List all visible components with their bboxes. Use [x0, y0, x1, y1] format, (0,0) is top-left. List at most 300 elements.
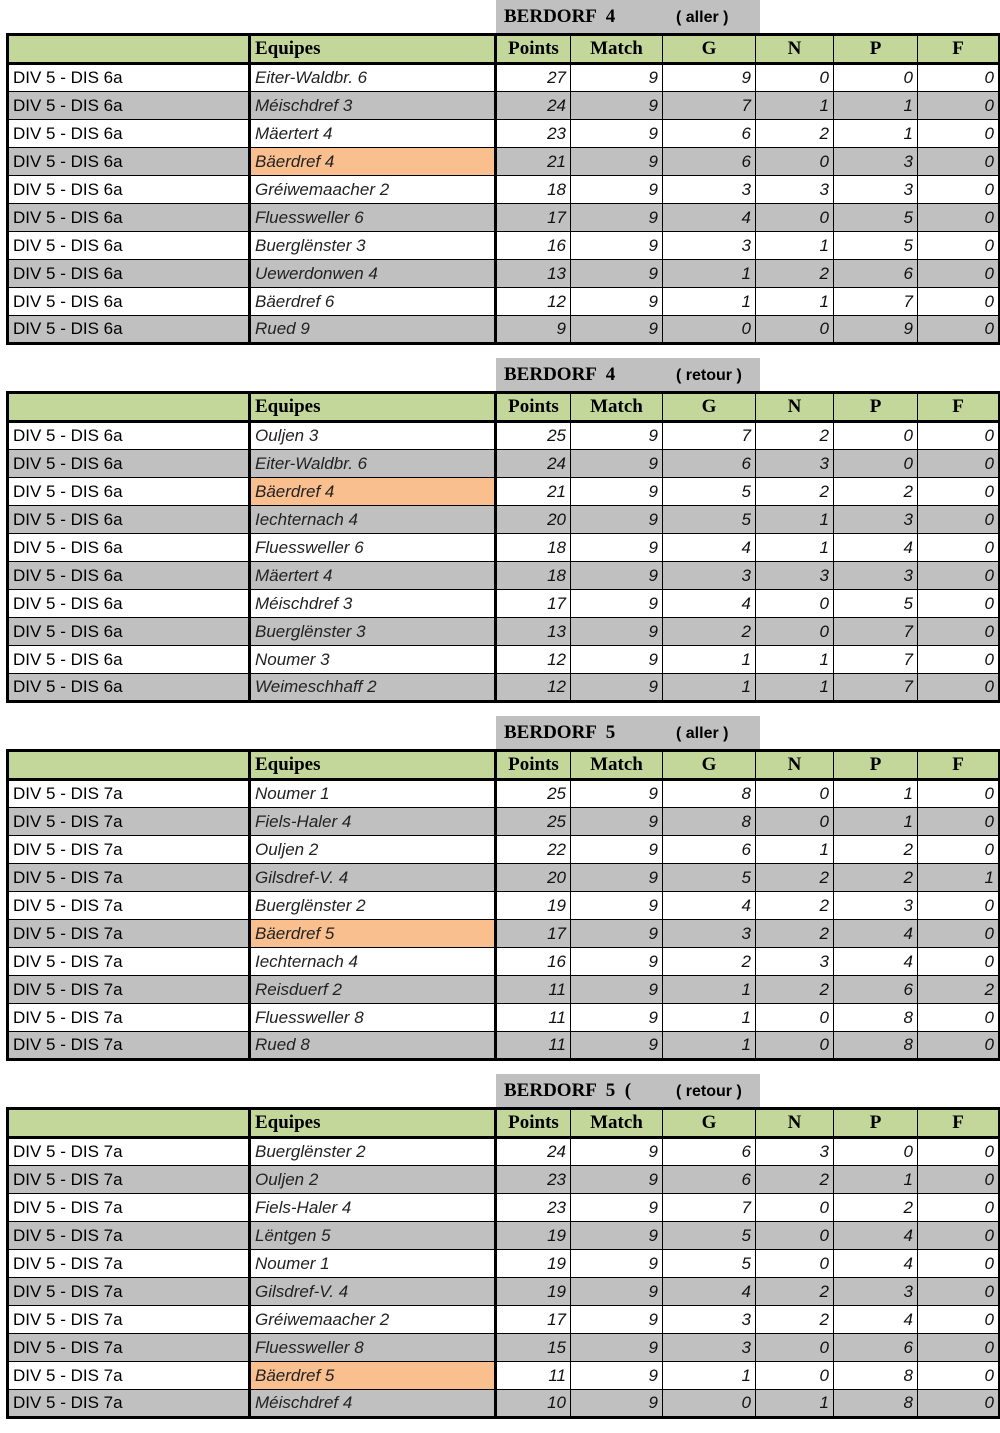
draws-cell: 3: [756, 450, 834, 478]
forfeit-cell: 0: [918, 1278, 1000, 1306]
team-name-cell: Weimeschhaff 2: [250, 674, 496, 702]
match-cell: 9: [571, 232, 663, 260]
forfeit-cell: 0: [918, 422, 1000, 450]
draws-cell: 0: [756, 1362, 834, 1390]
division-cell: DIV 5 - DIS 6a: [8, 506, 250, 534]
table-row: [8, 260, 1000, 288]
points-cell: 16: [496, 948, 571, 976]
team-name-cell: Fiels-Haler 4: [250, 808, 496, 836]
losses-cell: 1: [834, 92, 918, 120]
table-title: BERDORF 4: [504, 6, 616, 27]
wins-cell: 1: [663, 1004, 756, 1032]
draws-cell: 0: [756, 618, 834, 646]
table-row: [8, 64, 1000, 92]
draws-cell: 2: [756, 120, 834, 148]
points-cell: 23: [496, 1194, 571, 1222]
division-cell: DIV 5 - DIS 7a: [8, 1222, 250, 1250]
draws-cell: 2: [756, 1278, 834, 1306]
points-cell: 25: [496, 808, 571, 836]
table-row: [8, 232, 1000, 260]
losses-cell: 4: [834, 534, 918, 562]
table-row: [8, 618, 1000, 646]
division-cell: DIV 5 - DIS 6a: [8, 478, 250, 506]
forfeit-cell: 0: [918, 1362, 1000, 1390]
points-cell: 21: [496, 148, 571, 176]
draws-cell: 1: [756, 288, 834, 316]
forfeit-cell: 2: [918, 976, 1000, 1004]
team-name-cell: Méischdref 3: [250, 590, 496, 618]
division-cell: DIV 5 - DIS 7a: [8, 864, 250, 892]
team-name-cell: Noumer 3: [250, 646, 496, 674]
draws-cell: 2: [756, 478, 834, 506]
division-cell: DIV 5 - DIS 7a: [8, 976, 250, 1004]
forfeit-cell: 0: [918, 92, 1000, 120]
points-cell: 21: [496, 478, 571, 506]
table-subtitle: ( retour ): [676, 1083, 742, 1100]
draws-cell: 0: [756, 1222, 834, 1250]
team-name-cell: Fluessweller 6: [250, 534, 496, 562]
draws-cell: 0: [756, 780, 834, 808]
points-cell: 24: [496, 450, 571, 478]
points-cell: 24: [496, 92, 571, 120]
header-g: G: [663, 35, 756, 64]
table-row: [8, 316, 1000, 344]
match-cell: 9: [571, 780, 663, 808]
match-cell: 9: [571, 618, 663, 646]
match-cell: 9: [571, 92, 663, 120]
losses-cell: 8: [834, 1390, 918, 1418]
match-cell: 9: [571, 450, 663, 478]
division-cell: DIV 5 - DIS 6a: [8, 176, 250, 204]
division-cell: DIV 5 - DIS 6a: [8, 618, 250, 646]
team-name-cell: Noumer 1: [250, 1250, 496, 1278]
match-cell: 9: [571, 808, 663, 836]
header-points: Points: [496, 35, 571, 64]
table-row: [8, 808, 1000, 836]
draws-cell: 0: [756, 590, 834, 618]
wins-cell: 7: [663, 1194, 756, 1222]
match-cell: 9: [571, 1362, 663, 1390]
losses-cell: 5: [834, 232, 918, 260]
losses-cell: 4: [834, 1222, 918, 1250]
wins-cell: 1: [663, 976, 756, 1004]
losses-cell: 4: [834, 1250, 918, 1278]
wins-cell: 6: [663, 1166, 756, 1194]
wins-cell: 2: [663, 618, 756, 646]
header-n: N: [756, 393, 834, 422]
losses-cell: 7: [834, 646, 918, 674]
match-cell: 9: [571, 864, 663, 892]
header-equipes: Equipes: [250, 35, 496, 64]
losses-cell: 3: [834, 176, 918, 204]
match-cell: 9: [571, 836, 663, 864]
points-cell: 22: [496, 836, 571, 864]
match-cell: 9: [571, 422, 663, 450]
points-cell: 19: [496, 1250, 571, 1278]
wins-cell: 1: [663, 1362, 756, 1390]
forfeit-cell: 0: [918, 1222, 1000, 1250]
header-row: [8, 1109, 1000, 1138]
table-row: [8, 148, 1000, 176]
division-cell: DIV 5 - DIS 7a: [8, 1166, 250, 1194]
header-f: F: [918, 1109, 1000, 1138]
table-row: [8, 450, 1000, 478]
points-cell: 17: [496, 920, 571, 948]
team-name-cell: Eiter-Waldbr. 6: [250, 64, 496, 92]
division-cell: DIV 5 - DIS 6a: [8, 450, 250, 478]
division-cell: DIV 5 - DIS 7a: [8, 920, 250, 948]
match-cell: 9: [571, 1032, 663, 1060]
team-name-cell: Mäertert 4: [250, 120, 496, 148]
wins-cell: 1: [663, 674, 756, 702]
match-cell: 9: [571, 920, 663, 948]
division-cell: DIV 5 - DIS 6a: [8, 260, 250, 288]
division-cell: DIV 5 - DIS 7a: [8, 808, 250, 836]
draws-cell: 2: [756, 422, 834, 450]
match-cell: 9: [571, 120, 663, 148]
table-row: [8, 534, 1000, 562]
losses-cell: 2: [834, 1194, 918, 1222]
header-row: [8, 35, 1000, 64]
draws-cell: 2: [756, 260, 834, 288]
losses-cell: 7: [834, 288, 918, 316]
draws-cell: 1: [756, 836, 834, 864]
losses-cell: 1: [834, 780, 918, 808]
table-row: [8, 562, 1000, 590]
points-cell: 19: [496, 892, 571, 920]
team-name-cell: Ouljen 2: [250, 1166, 496, 1194]
draws-cell: 1: [756, 646, 834, 674]
losses-cell: 0: [834, 422, 918, 450]
draws-cell: 1: [756, 92, 834, 120]
draws-cell: 1: [756, 674, 834, 702]
division-cell: DIV 5 - DIS 7a: [8, 948, 250, 976]
wins-cell: 0: [663, 1390, 756, 1418]
match-cell: 9: [571, 1194, 663, 1222]
header-div: [8, 393, 250, 422]
table-row: [8, 1032, 1000, 1060]
losses-cell: 4: [834, 948, 918, 976]
losses-cell: 3: [834, 562, 918, 590]
points-cell: 12: [496, 288, 571, 316]
division-cell: DIV 5 - DIS 6a: [8, 562, 250, 590]
match-cell: 9: [571, 1004, 663, 1032]
forfeit-cell: 0: [918, 478, 1000, 506]
team-name-cell: Ouljen 3: [250, 422, 496, 450]
losses-cell: 2: [834, 864, 918, 892]
losses-cell: 1: [834, 1166, 918, 1194]
match-cell: 9: [571, 1278, 663, 1306]
forfeit-cell: 0: [918, 1138, 1000, 1166]
match-cell: 9: [571, 1250, 663, 1278]
match-cell: 9: [571, 288, 663, 316]
table-row: [8, 1334, 1000, 1362]
header-points: Points: [496, 393, 571, 422]
division-cell: DIV 5 - DIS 6a: [8, 590, 250, 618]
header-n: N: [756, 35, 834, 64]
division-cell: DIV 5 - DIS 7a: [8, 1004, 250, 1032]
losses-cell: 3: [834, 148, 918, 176]
match-cell: 9: [571, 260, 663, 288]
table-row: [8, 120, 1000, 148]
points-cell: 24: [496, 1138, 571, 1166]
points-cell: 20: [496, 864, 571, 892]
standings-table: [6, 1107, 1000, 1419]
table-subtitle: ( retour ): [676, 367, 742, 384]
forfeit-cell: 0: [918, 316, 1000, 344]
match-cell: 9: [571, 976, 663, 1004]
points-cell: 19: [496, 1222, 571, 1250]
losses-cell: 8: [834, 1032, 918, 1060]
header-p: P: [834, 751, 918, 780]
header-g: G: [663, 1109, 756, 1138]
points-cell: 18: [496, 562, 571, 590]
table-row: [8, 1194, 1000, 1222]
wins-cell: 6: [663, 450, 756, 478]
match-cell: 9: [571, 1334, 663, 1362]
team-name-cell: Eiter-Waldbr. 6: [250, 450, 496, 478]
table-row: [8, 1250, 1000, 1278]
header-row: [8, 751, 1000, 780]
wins-cell: 1: [663, 288, 756, 316]
table-row: [8, 1390, 1000, 1418]
forfeit-cell: 0: [918, 646, 1000, 674]
team-name-cell: Méischdref 4: [250, 1390, 496, 1418]
points-cell: 17: [496, 1306, 571, 1334]
wins-cell: 3: [663, 562, 756, 590]
losses-cell: 5: [834, 590, 918, 618]
division-cell: DIV 5 - DIS 6a: [8, 148, 250, 176]
header-f: F: [918, 35, 1000, 64]
team-name-cell: Reisduerf 2: [250, 976, 496, 1004]
header-match: Match: [571, 1109, 663, 1138]
wins-cell: 4: [663, 534, 756, 562]
header-match: Match: [571, 393, 663, 422]
team-name-cell: Buerglënster 3: [250, 618, 496, 646]
team-name-cell: Uewerdonwen 4: [250, 260, 496, 288]
forfeit-cell: 0: [918, 1334, 1000, 1362]
wins-cell: 4: [663, 1278, 756, 1306]
team-name-cell: Mäertert 4: [250, 562, 496, 590]
match-cell: 9: [571, 1166, 663, 1194]
match-cell: 9: [571, 948, 663, 976]
forfeit-cell: 0: [918, 260, 1000, 288]
draws-cell: 2: [756, 976, 834, 1004]
forfeit-cell: 0: [918, 232, 1000, 260]
forfeit-cell: 0: [918, 1390, 1000, 1418]
division-cell: DIV 5 - DIS 6a: [8, 288, 250, 316]
forfeit-cell: 0: [918, 148, 1000, 176]
points-cell: 20: [496, 506, 571, 534]
forfeit-cell: 0: [918, 534, 1000, 562]
division-cell: DIV 5 - DIS 6a: [8, 422, 250, 450]
points-cell: 11: [496, 976, 571, 1004]
points-cell: 13: [496, 260, 571, 288]
team-name-cell: Gréiwemaacher 2: [250, 1306, 496, 1334]
points-cell: 11: [496, 1362, 571, 1390]
table-row: [8, 478, 1000, 506]
forfeit-cell: 0: [918, 674, 1000, 702]
header-row: [8, 393, 1000, 422]
points-cell: 18: [496, 534, 571, 562]
points-cell: 12: [496, 646, 571, 674]
match-cell: 9: [571, 64, 663, 92]
points-cell: 27: [496, 64, 571, 92]
draws-cell: 0: [756, 316, 834, 344]
header-n: N: [756, 1109, 834, 1138]
division-cell: DIV 5 - DIS 7a: [8, 1306, 250, 1334]
wins-cell: 6: [663, 148, 756, 176]
division-cell: DIV 5 - DIS 6a: [8, 534, 250, 562]
header-match: Match: [571, 35, 663, 64]
points-cell: 13: [496, 618, 571, 646]
draws-cell: 2: [756, 920, 834, 948]
losses-cell: 2: [834, 836, 918, 864]
table-row: [8, 1362, 1000, 1390]
forfeit-cell: 0: [918, 1306, 1000, 1334]
division-cell: DIV 5 - DIS 6a: [8, 316, 250, 344]
wins-cell: 0: [663, 316, 756, 344]
header-equipes: Equipes: [250, 393, 496, 422]
standings-table: [6, 33, 1000, 345]
points-cell: 19: [496, 1278, 571, 1306]
table-row: [8, 892, 1000, 920]
team-name-cell: Fiels-Haler 4: [250, 1194, 496, 1222]
match-cell: 9: [571, 646, 663, 674]
forfeit-cell: 0: [918, 1250, 1000, 1278]
draws-cell: 3: [756, 1138, 834, 1166]
standings-block: [0, 716, 1000, 1074]
table-row: [8, 288, 1000, 316]
draws-cell: 2: [756, 1166, 834, 1194]
division-cell: DIV 5 - DIS 7a: [8, 780, 250, 808]
wins-cell: 3: [663, 1334, 756, 1362]
losses-cell: 0: [834, 1138, 918, 1166]
losses-cell: 8: [834, 1004, 918, 1032]
points-cell: 12: [496, 674, 571, 702]
draws-cell: 0: [756, 1004, 834, 1032]
forfeit-cell: 0: [918, 892, 1000, 920]
match-cell: 9: [571, 590, 663, 618]
losses-cell: 6: [834, 976, 918, 1004]
table-row: [8, 864, 1000, 892]
table-row: [8, 204, 1000, 232]
header-points: Points: [496, 1109, 571, 1138]
division-cell: DIV 5 - DIS 6a: [8, 64, 250, 92]
losses-cell: 7: [834, 618, 918, 646]
losses-cell: 4: [834, 1306, 918, 1334]
division-cell: DIV 5 - DIS 6a: [8, 204, 250, 232]
losses-cell: 1: [834, 120, 918, 148]
header-div: [8, 1109, 250, 1138]
forfeit-cell: 0: [918, 450, 1000, 478]
table-row: [8, 920, 1000, 948]
table-subtitle: ( aller ): [676, 9, 729, 26]
points-cell: 17: [496, 590, 571, 618]
draws-cell: 1: [756, 232, 834, 260]
wins-cell: 5: [663, 864, 756, 892]
wins-cell: 4: [663, 590, 756, 618]
wins-cell: 3: [663, 176, 756, 204]
match-cell: 9: [571, 506, 663, 534]
forfeit-cell: 0: [918, 590, 1000, 618]
table-row: [8, 590, 1000, 618]
match-cell: 9: [571, 204, 663, 232]
match-cell: 9: [571, 1390, 663, 1418]
header-n: N: [756, 751, 834, 780]
wins-cell: 6: [663, 120, 756, 148]
losses-cell: 3: [834, 1278, 918, 1306]
team-name-cell: Gréiwemaacher 2: [250, 176, 496, 204]
draws-cell: 0: [756, 1032, 834, 1060]
forfeit-cell: 0: [918, 920, 1000, 948]
draws-cell: 2: [756, 892, 834, 920]
team-name-cell: Buerglënster 2: [250, 1138, 496, 1166]
team-name-cell: Ouljen 2: [250, 836, 496, 864]
header-match: Match: [571, 751, 663, 780]
match-cell: 9: [571, 176, 663, 204]
draws-cell: 2: [756, 1306, 834, 1334]
table-row: [8, 780, 1000, 808]
table-row: [8, 976, 1000, 1004]
match-cell: 9: [571, 1222, 663, 1250]
header-f: F: [918, 751, 1000, 780]
wins-cell: 1: [663, 260, 756, 288]
table-row: [8, 1004, 1000, 1032]
wins-cell: 6: [663, 836, 756, 864]
standings-table: [6, 749, 1000, 1061]
points-cell: 10: [496, 1390, 571, 1418]
team-name-cell: Bäerdref 4: [250, 478, 496, 506]
losses-cell: 2: [834, 478, 918, 506]
header-equipes: Equipes: [250, 1109, 496, 1138]
points-cell: 11: [496, 1004, 571, 1032]
wins-cell: 3: [663, 920, 756, 948]
points-cell: 11: [496, 1032, 571, 1060]
draws-cell: 3: [756, 176, 834, 204]
wins-cell: 7: [663, 92, 756, 120]
draws-cell: 2: [756, 864, 834, 892]
wins-cell: 7: [663, 422, 756, 450]
division-cell: DIV 5 - DIS 6a: [8, 646, 250, 674]
losses-cell: 3: [834, 506, 918, 534]
table-row: [8, 1278, 1000, 1306]
division-cell: DIV 5 - DIS 6a: [8, 232, 250, 260]
standings-block: [0, 0, 1000, 358]
forfeit-cell: 1: [918, 864, 1000, 892]
forfeit-cell: 0: [918, 1166, 1000, 1194]
draws-cell: 1: [756, 506, 834, 534]
forfeit-cell: 0: [918, 780, 1000, 808]
wins-cell: 8: [663, 808, 756, 836]
header-div: [8, 751, 250, 780]
wins-cell: 6: [663, 1138, 756, 1166]
draws-cell: 1: [756, 534, 834, 562]
team-name-cell: Gilsdref-V. 4: [250, 864, 496, 892]
wins-cell: 1: [663, 646, 756, 674]
wins-cell: 5: [663, 1222, 756, 1250]
forfeit-cell: 0: [918, 120, 1000, 148]
points-cell: 23: [496, 120, 571, 148]
team-name-cell: Bäerdref 4: [250, 148, 496, 176]
forfeit-cell: 0: [918, 836, 1000, 864]
division-cell: DIV 5 - DIS 7a: [8, 1390, 250, 1418]
wins-cell: 5: [663, 506, 756, 534]
team-name-cell: Fluessweller 6: [250, 204, 496, 232]
team-name-cell: Lëntgen 5: [250, 1222, 496, 1250]
table-row: [8, 1166, 1000, 1194]
header-g: G: [663, 751, 756, 780]
